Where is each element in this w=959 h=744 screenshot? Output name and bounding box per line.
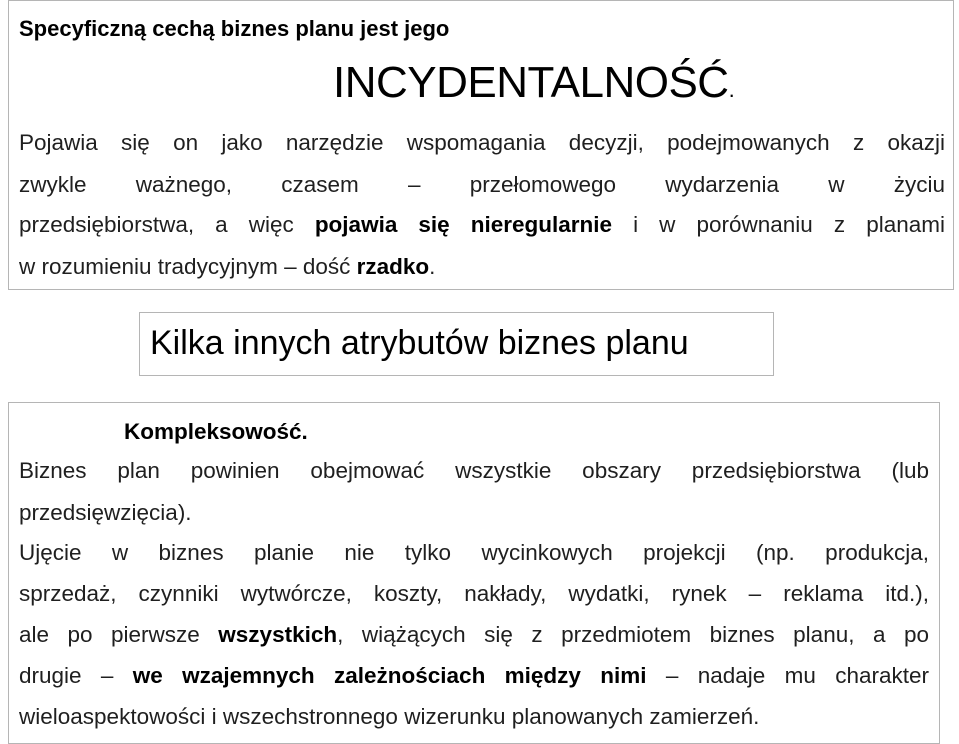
paragraph-3-line-3 bbox=[19, 622, 929, 648]
bold-span: we wzajemnych zależnościach między nimi bbox=[132, 663, 647, 688]
heading-text: INCYDENTALNOŚĆ bbox=[333, 58, 729, 107]
paragraph-3-line-2: sprzedaż, czynniki wytwórcze, koszty, nakłady, wydatki, rynek – reklama itd.), bbox=[19, 581, 929, 606]
text-span: drugie – bbox=[19, 663, 133, 688]
paragraph-2-line-1: Biznes plan powinien obejmować wszystkie obszary przedsiębiorstwa (lub bbox=[19, 458, 929, 483]
attributes-title: Kilka innych atrybutów biznes planu bbox=[150, 324, 689, 362]
text-span: w rozumieniu tradycyjnym – dość bbox=[19, 254, 357, 279]
complexity-subtitle: Kompleksowość. bbox=[124, 419, 308, 444]
paragraph-1-line-3 bbox=[19, 212, 945, 238]
incidentality-heading bbox=[333, 58, 734, 108]
text-span: przedsiębiorstwa, a więc bbox=[19, 212, 315, 237]
paragraph-2-line-2: przedsięwzięcia). bbox=[19, 500, 192, 525]
paragraph-1-line-2: zwykle ważnego, czasem – przełomowego wydarzenia w życiu bbox=[19, 172, 945, 197]
complexity-panel bbox=[8, 402, 940, 744]
bold-span: rzadko bbox=[356, 254, 430, 279]
text-span: , wiążących się z przedmiotem biznes planu, a po bbox=[337, 622, 929, 647]
paragraph-3-line-4 bbox=[19, 663, 929, 689]
intro-sentence: Specyficzną cechą biznes planu jest jego bbox=[19, 16, 450, 41]
paragraph-3-line-1: Ujęcie w biznes planie nie tylko wycinkowych projekcji (np. produkcja, bbox=[19, 540, 929, 565]
paragraph-3-line-5: wieloaspektowości i wszechstronnego wizerunku planowanych zamierzeń. bbox=[19, 704, 760, 729]
heading-dot: . bbox=[728, 77, 735, 102]
text-span: ale po pierwsze bbox=[19, 622, 219, 647]
bold-span: pojawia się nieregularnie bbox=[314, 212, 613, 237]
text-span: . bbox=[429, 254, 436, 279]
text-span: – nadaje mu charakter bbox=[646, 663, 929, 688]
text-span: i w porównaniu z planami bbox=[612, 212, 945, 237]
paragraph-1-line-4 bbox=[19, 254, 435, 280]
bold-span: wszystkich bbox=[218, 622, 338, 647]
paragraph-1-line-1: Pojawia się on jako narzędzie wspomagania decyzji, podejmowanych z okazji bbox=[19, 130, 945, 155]
